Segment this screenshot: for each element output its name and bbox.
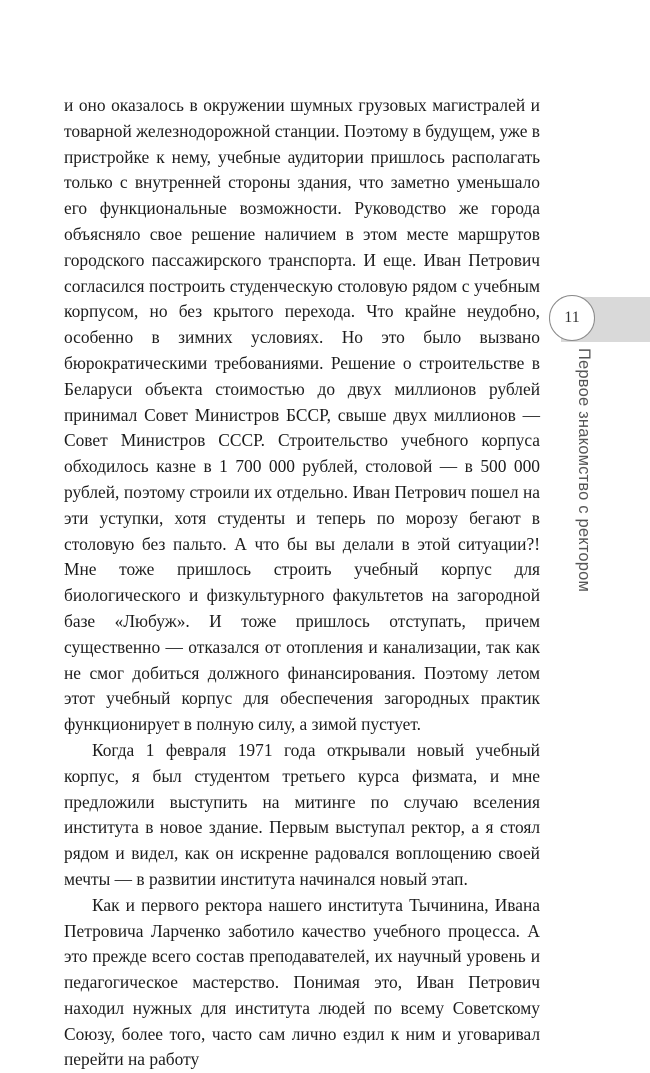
paragraph-2: Когда 1 февраля 1971 года открывали новый учебный корпус, я был студентом третьего курса физмата, и мне предложили выступить на митинге по случаю вселения института в новое здание. Первым выступал ректор, а я стоял рядом и видел, как он искренне радовался воплощению своей мечты — в развитии института начинался новый этап.	[64, 739, 540, 889]
running-chapter-title: Первое знакомство с ректором	[575, 348, 593, 593]
paragraph-1: и оно оказалось в окружении шумных грузовых магистралей и товарной железнодорожной станции. Поэтому в будущем, уже в пристройке к нему, учебные аудитории пришлось располагать только с внутренней стороны здания, что заметно уменьшало его функциональные возможности. Руководство же города объясняло свое решение наличием в этом месте маршрутов городского пассажирского транспорта. И еще. Иван Петрович согласился построить студенческую столовую рядом с учебным корпусом, но без крытого перехода. Что крайне неудобно, особенно в зимних условиях. Но это было вызвано бюрократическими требованиями. Решение о строительстве в Беларуси объекта стоимостью до двух миллионов рублей принимал Совет Министров БССР, свыше двух миллионов — Совет Министров СССР. Строительство учебного корпуса обходилось казне в 1 700 000 рублей, столовой — в 500 000 рублей, поэтому строили их отдельно. Иван Петрович пошел на эти уступки, хотя студенты и теперь по морозу бегают в столовую без пальто. А что бы вы делали в этой ситуации?! Мне тоже пришлось строить учебный корпус для биологического и физкультурного факультетов на загородной базе «Любуж». И тоже пришлось отступать, причем существенно — отказался от отопления и канализации, так как не смог добиться должного финансирования. Поэтому летом этот учебный корпус для обеспечения загородных практик функционирует в полную силу, а зимой пустует.	[64, 95, 540, 735]
paragraph-3: Как и первого ректора нашего института Тычинина, Ивана Петровича Ларченко заботило качество учебного процесса. А это прежде всего состав преподавателей, их научный уровень и педагогическое мастерство. Понимая это, Иван Петрович находил нужных для института людей по всему Советскому Союзу, более того, часто сам лично ездил к ним и уговаривал перейти на работу	[64, 894, 540, 1070]
body-text	[64, 93, 540, 1073]
page-number: 11	[549, 295, 595, 341]
